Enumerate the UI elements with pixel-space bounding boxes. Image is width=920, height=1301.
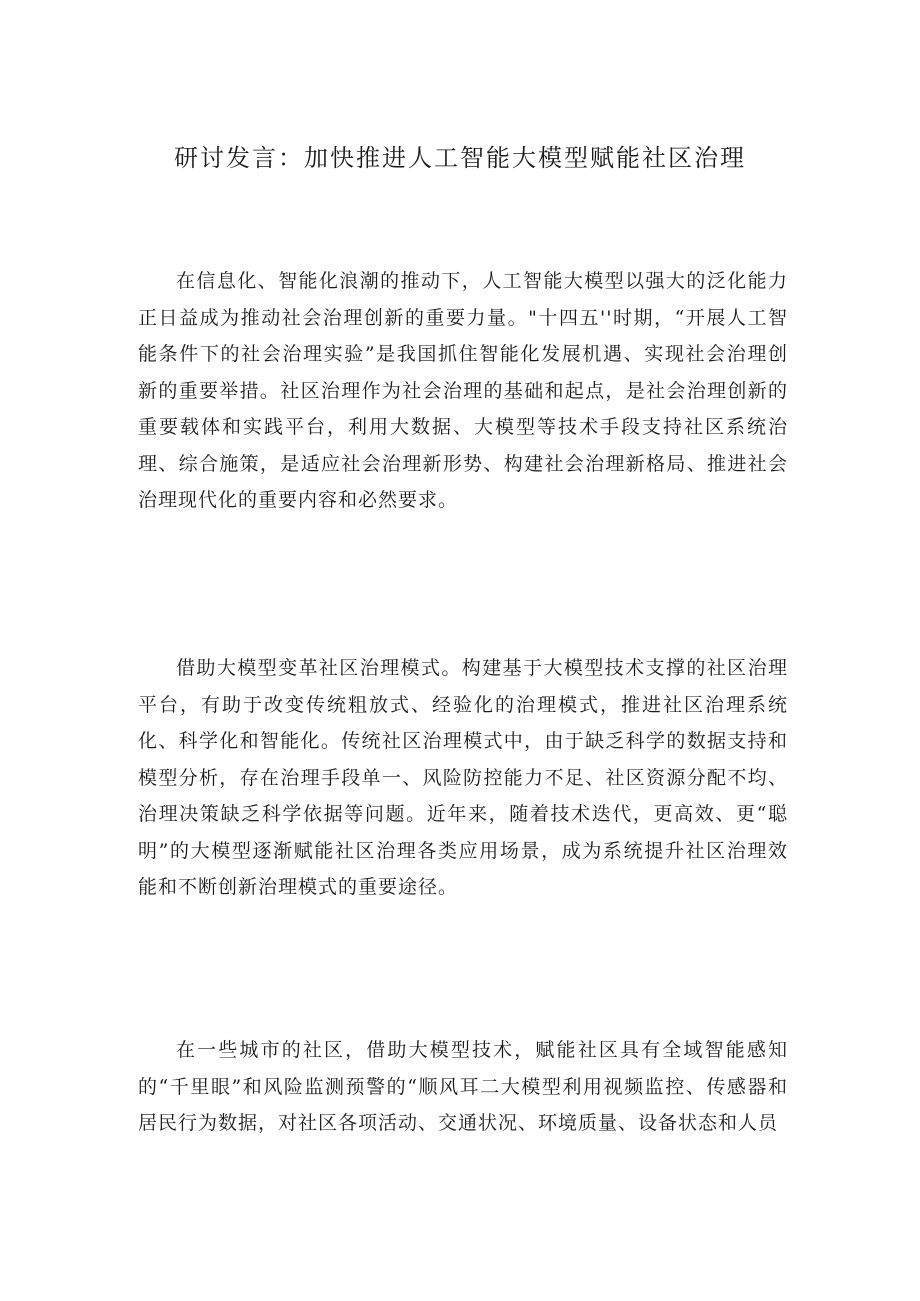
document-title: 研讨发言：加快推进人工智能大模型赋能社区治理 bbox=[174, 144, 746, 172]
paragraph-3: 在一些城市的社区，借助大模型技术，赋能社区具有全域智能感知的“千里眼”和风险监测预警的“顺风耳二大模型利用视频监控、传感器和居民行为数据，对社区各项活动、交通状况、环境质量、设备状态和人员 bbox=[138, 1039, 788, 1134]
paragraph-2: 借助大模型变革社区治理模式。构建基于大模型技术支撑的社区治理平台，有助于改变传统粗放式、经验化的治理模式，推进社区治理系统化、科学化和智能化。传统社区治理模式中，由于缺乏科学的数据支持和模型分析，存在治理手段单一、风险防控能力不足、社区资源分配不均、治理决策缺乏科学依据等问题。近年来，随着技术迭代，更高效、更“聪明”的大模型逐渐赋能社区治理各类应用场景，成为系统提升社区治理效能和不断创新治理模式的重要途径。 bbox=[138, 657, 788, 898]
paragraph-1: 在信息化、智能化浪潮的推动下，人工智能大模型以强大的泛化能力正日益成为推动社会治理创新的重要力量。"十四五''时期，“开展人工智能条件下的社会治理实验”是我国抓住智能化发展机遇、实现社会治理创新的重要举措。社区治理作为社会治理的基础和起点，是社会治理创新的重要载体和实践平台，利用大数据、大模型等技术手段支持社区系统治理、综合施策，是适应社会治理新形势、构建社会治理新格局、推进社会治理现代化的重要内容和必然要求。 bbox=[138, 270, 788, 511]
